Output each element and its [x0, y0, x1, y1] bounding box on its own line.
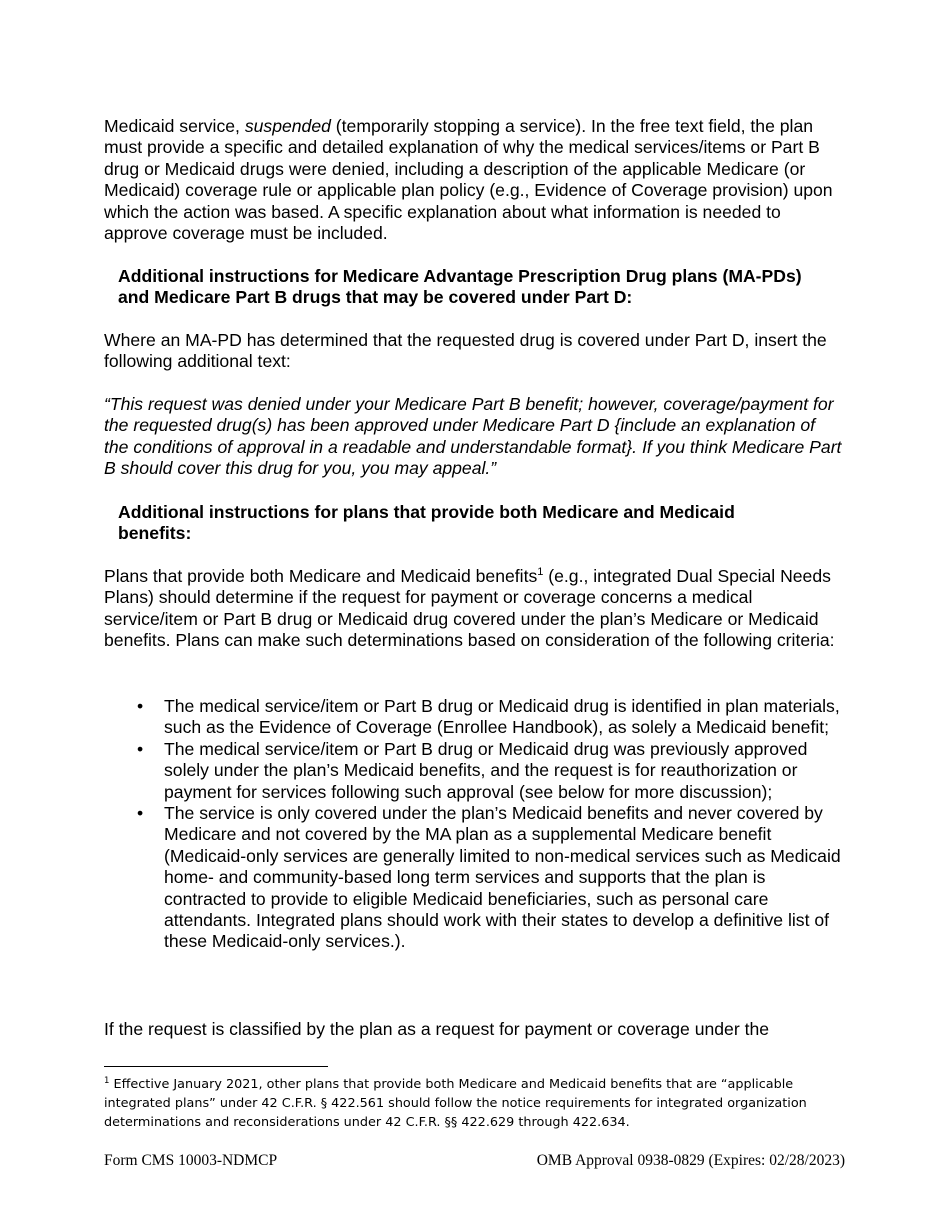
bullet-icon: • — [137, 696, 144, 716]
footnote-separator — [104, 1066, 328, 1067]
dual-plans-text-start: Plans that provide both Medicare and Medicaid benefits — [104, 566, 538, 586]
footnote-number: 1 — [104, 1076, 110, 1086]
form-identifier: Form CMS 10003-NDMCP — [104, 1152, 278, 1169]
heading-dual-plans: Additional instructions for plans that provide both Medicare and Medicaid benefits: — [118, 502, 735, 544]
criteria-list — [104, 696, 844, 953]
footnote-text: Effective January 2021, other plans that provide both Medicare and Medicaid benefits that are “applicable integrated plans” under 42 C.F.R. § 422.561 should follow the notice requirements for integrated organization determinations and reconsiderations under 42 C.F.R. §§ 422.629 through 422.634. — [104, 1077, 807, 1131]
footnote-reference[interactable]: 1 — [537, 566, 544, 578]
intro-text-start: Medicaid service, — [104, 116, 245, 136]
heading-ma-pd: Additional instructions for Medicare Advantage Prescription Drug plans (MA-PDs) and Medicare Part B drugs that may be covered under Part D: — [118, 266, 802, 308]
dual-plans-text-rest: (e.g., integrated Dual Special Needs Plans) should determine if the request for payment or coverage concerns a medical service/item or Part B drug or Medicaid drug covered under the plan’s Medicare or Medicaid benefits. Plans can make such determinations based on consideration of the following criteria: — [104, 566, 835, 651]
footnote — [104, 1075, 834, 1133]
intro-paragraph — [104, 116, 839, 244]
intro-text-rest: (temporarily stopping a service). In the free text field, the plan must provide a specific and detailed explanation of why the medical services/items or Part B drug or Medicaid drugs were denied, including a description of the applicable Medicare (or Medicaid) coverage rule or applicable plan policy (e.g., Evidence of Coverage provision) upon which the action was based. A specific explanation about what information is needed to approve coverage must be included. — [104, 116, 833, 244]
criteria-item — [104, 696, 844, 739]
ma-pd-paragraph: Where an MA-PD has determined that the requested drug is covered under Part D, insert the following additional text: — [104, 330, 827, 372]
criteria-item-text: The service is only covered under the plan’s Medicaid benefits and never covered by Medicare and not covered by the MA plan as a supplemental Medicare benefit (Medicaid-only services are generally limited to non-medical services such as Medicaid home- and community-based long term services and supports that the plan is contracted to provide to eligible Medicaid beneficiaries, such as personal care attendants. Integrated plans should work with their states to develop a definitive list of these Medicaid-only services.). — [164, 803, 841, 952]
quoted-notice-text: “This request was denied under your Medicare Part B benefit; however, coverage/payment for the requested drug(s) has been approved under Medicare Part D {include an explanation of the conditions of approval in a readable and understandable format}. If you think Medicare Part B should cover this drug for you, you may appeal.” — [104, 394, 842, 479]
omb-approval: OMB Approval 0938-0829 (Expires: 02/28/2023) — [536, 1152, 845, 1169]
bullet-icon: • — [137, 803, 144, 824]
classification-paragraph: If the request is classified by the plan as a request for payment or coverage under the — [104, 1019, 770, 1039]
criteria-item — [104, 803, 844, 953]
criteria-item — [104, 739, 844, 803]
criteria-item-text: The medical service/item or Part B drug or Medicaid drug was previously approved solely under the plan’s Medicaid benefits, and the request is for reauthorization or payment for services following such approval (see below for more discussion); — [164, 738, 808, 802]
dual-plans-paragraph — [104, 566, 844, 652]
bullet-icon: • — [137, 738, 144, 759]
criteria-item-text: The medical service/item or Part B drug or Medicaid drug is identified in plan materials, such as the Evidence of Coverage (Enrollee Handbook), as solely a Medicaid benefit; — [164, 696, 840, 738]
intro-text-italic: suspended — [244, 116, 331, 136]
